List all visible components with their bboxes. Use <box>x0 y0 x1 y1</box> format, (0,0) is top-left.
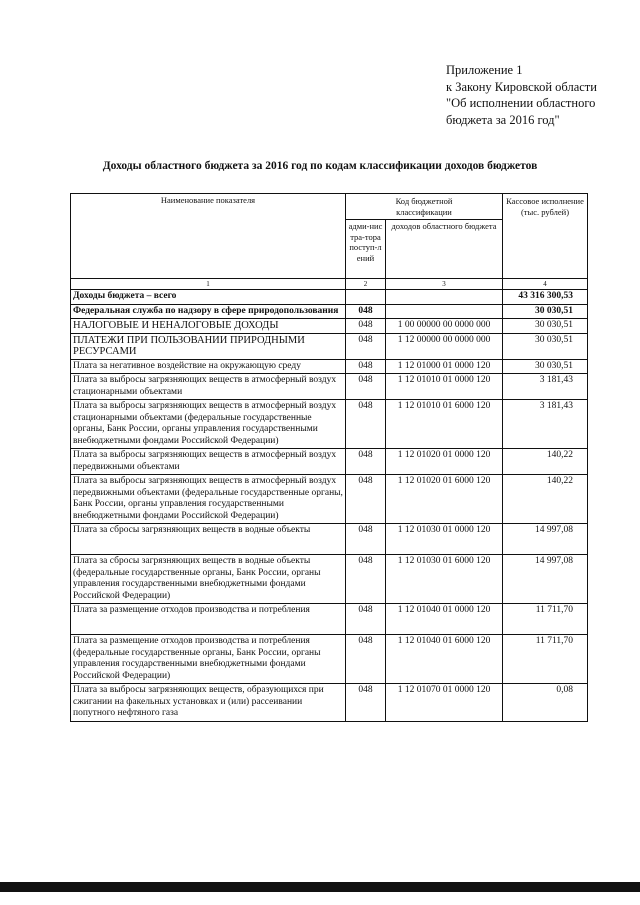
table-row <box>71 333 588 359</box>
row-sum: 14 997,08 <box>503 524 588 555</box>
row-name: НАЛОГОВЫЕ И НЕНАЛОГОВЫЕ ДОХОДЫ <box>71 319 346 334</box>
appendix-line: бюджета за 2016 год" <box>446 112 560 127</box>
row-income-code: 1 12 01010 01 0000 120 <box>386 374 503 400</box>
row-name: Плата за выбросы загрязняющих веществ, образующихся при сжигании на факельных установках и (или) рассеивании попутного нефтяного газа <box>71 684 346 722</box>
header-name: Наименование показателя <box>71 194 346 279</box>
table-row <box>71 304 588 319</box>
row-admin-code: 048 <box>346 475 386 524</box>
row-admin-code: 048 <box>346 449 386 475</box>
table-row <box>71 319 588 334</box>
budget-table <box>70 193 588 722</box>
row-admin-code: 048 <box>346 333 386 359</box>
row-sum: 30 030,51 <box>503 333 588 359</box>
row-name: Федеральная служба по надзору в сфере природопользования <box>71 304 346 319</box>
table-row <box>71 555 588 604</box>
row-income-code: 1 12 01030 01 6000 120 <box>386 555 503 604</box>
row-name: Плата за выбросы загрязняющих веществ в атмосферный воздух передвижными объектами <box>71 449 346 475</box>
row-income-code: 1 12 01010 01 6000 120 <box>386 400 503 449</box>
row-admin-code: 048 <box>346 635 386 684</box>
row-admin-code: 048 <box>346 374 386 400</box>
scan-edge-bar <box>0 882 640 892</box>
appendix-block <box>446 62 626 128</box>
row-income-code: 1 12 00000 00 0000 000 <box>386 333 503 359</box>
row-name: Плата за выбросы загрязняющих веществ в атмосферный воздух стационарными объектами (федеральные государственные органы, Банк России, органы управления государственными внебюджетными фондами Российской Федерации) <box>71 400 346 449</box>
row-income-code: 1 12 01070 01 0000 120 <box>386 684 503 722</box>
row-name: Плата за выбросы загрязняющих веществ в атмосферный воздух передвижными объектами (федеральные государственные органы, Банк России, органы управления государственными внебюджетными фондами Российской Федерации) <box>71 475 346 524</box>
column-number: 2 <box>346 279 386 290</box>
row-income-code: 1 12 01020 01 0000 120 <box>386 449 503 475</box>
row-admin-code: 048 <box>346 359 386 374</box>
row-sum: 3 181,43 <box>503 400 588 449</box>
header-admin: адми-нистра-тора поступ-лений <box>346 220 386 279</box>
appendix-line: "Об исполнении областного <box>446 96 596 110</box>
header-code-group: Код бюджетной классификации <box>346 194 503 220</box>
row-sum: 11 711,70 <box>503 635 588 684</box>
table-row <box>71 400 588 449</box>
table-row <box>71 449 588 475</box>
row-name: Плата за выбросы загрязняющих веществ в атмосферный воздух стационарными объектами <box>71 374 346 400</box>
column-number: 1 <box>71 279 346 290</box>
row-sum: 140,22 <box>503 475 588 524</box>
row-name: Плата за сбросы загрязняющих веществ в водные объекты (федеральные государственные органы, Банк России, органы управления государственными внебюджетными фондами Российской Федерации) <box>71 555 346 604</box>
row-sum: 43 316 300,53 <box>503 290 588 305</box>
row-name: Плата за сбросы загрязняющих веществ в водные объекты <box>71 524 346 555</box>
row-name: Плата за размещение отходов производства и потребления (федеральные государственные органы, Банк России, органы управления государственными внебюджетными фондами Российской Федерации) <box>71 635 346 684</box>
row-sum: 14 997,08 <box>503 555 588 604</box>
row-sum: 3 181,43 <box>503 374 588 400</box>
row-income-code: 1 12 01040 01 0000 120 <box>386 604 503 635</box>
row-admin-code: 048 <box>346 524 386 555</box>
table-row <box>71 524 588 555</box>
table-row <box>71 374 588 400</box>
appendix-line: к Закону Кировской области <box>446 79 597 94</box>
column-number: 4 <box>503 279 588 290</box>
row-name: Доходы бюджета – всего <box>71 290 346 305</box>
row-admin-code: 048 <box>346 684 386 722</box>
document-title: Доходы областного бюджета за 2016 год по кодам классификации доходов бюджетов <box>102 160 538 172</box>
table-row <box>71 359 588 374</box>
row-sum: 0,08 <box>503 684 588 722</box>
row-admin-code: 048 <box>346 304 386 319</box>
row-name: Плата за негативное воздействие на окружающую среду <box>71 359 346 374</box>
row-sum: 30 030,51 <box>503 319 588 334</box>
row-name: ПЛАТЕЖИ ПРИ ПОЛЬЗОВАНИИ ПРИРОДНЫМИ РЕСУРСАМИ <box>71 333 346 359</box>
row-income-code: 1 12 01000 01 0000 120 <box>386 359 503 374</box>
appendix-line: Приложение 1 <box>446 63 523 77</box>
row-sum: 30 030,51 <box>503 304 588 319</box>
row-sum: 140,22 <box>503 449 588 475</box>
row-name: Плата за размещение отходов производства и потребления <box>71 604 346 635</box>
table-row <box>71 475 588 524</box>
row-income-code <box>386 304 503 319</box>
row-income-code: 1 12 01040 01 6000 120 <box>386 635 503 684</box>
row-sum: 11 711,70 <box>503 604 588 635</box>
header-income: доходов областного бюджета <box>386 220 503 279</box>
table-row <box>71 684 588 722</box>
row-admin-code <box>346 290 386 305</box>
row-admin-code: 048 <box>346 400 386 449</box>
row-admin-code: 048 <box>346 319 386 334</box>
table-row <box>71 604 588 635</box>
row-income-code <box>386 290 503 305</box>
column-number: 3 <box>386 279 503 290</box>
row-admin-code: 048 <box>346 555 386 604</box>
table-row <box>71 290 588 305</box>
table-row <box>71 635 588 684</box>
row-sum: 30 030,51 <box>503 359 588 374</box>
row-income-code: 1 12 01020 01 6000 120 <box>386 475 503 524</box>
row-income-code: 1 00 00000 00 0000 000 <box>386 319 503 334</box>
row-income-code: 1 12 01030 01 0000 120 <box>386 524 503 555</box>
header-sum: Кассовое исполнение (тыс. рублей) <box>503 194 588 279</box>
row-admin-code: 048 <box>346 604 386 635</box>
